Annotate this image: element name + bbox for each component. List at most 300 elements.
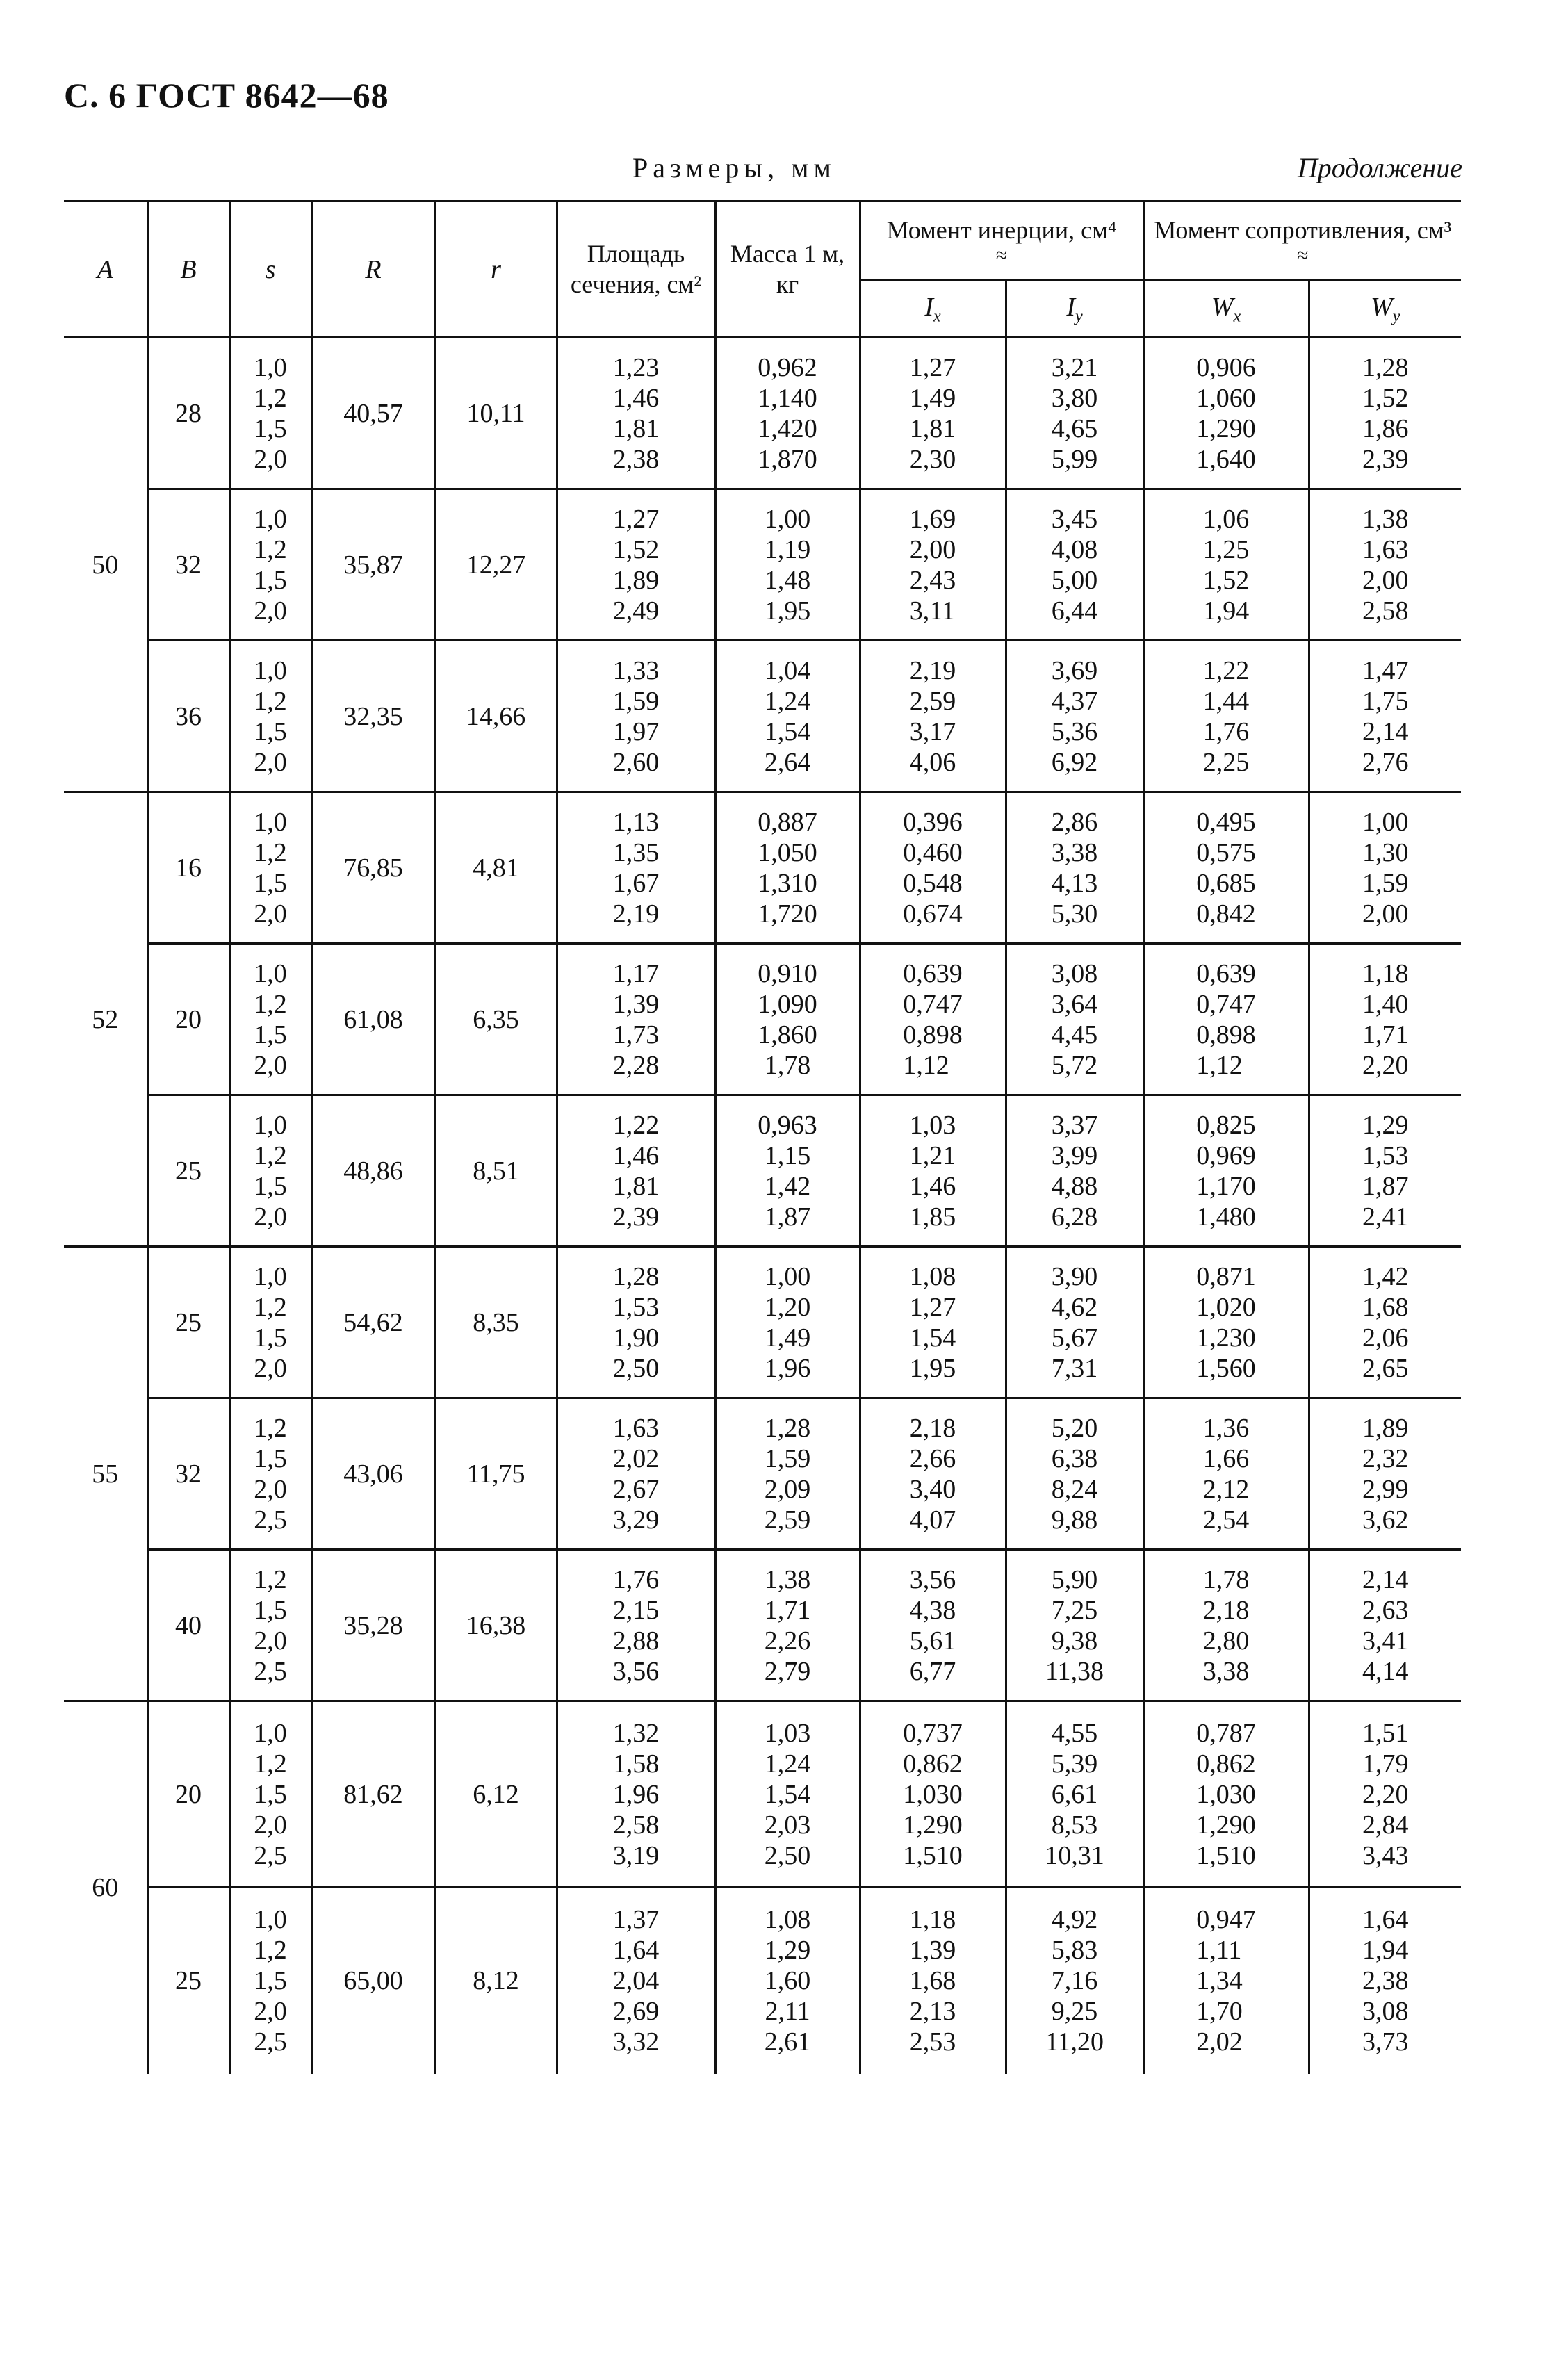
cell-Wy-value: 1,89 <box>1362 1413 1409 1443</box>
cell-s-value: 2,0 <box>254 1810 287 1840</box>
cell-mass-value: 1,78 <box>764 1050 811 1080</box>
cell-Iy-value: 6,38 <box>1051 1444 1098 1473</box>
cell-Wx-values <box>1203 655 1250 778</box>
cell-area-value: 1,35 <box>612 837 660 867</box>
cell-mass <box>715 1550 860 1701</box>
cell-Wx-values <box>1196 1110 1256 1232</box>
cell-area-value: 1,59 <box>612 686 660 716</box>
cell-Wy <box>1309 1701 1461 1888</box>
cell-Iy-value: 3,69 <box>1051 655 1098 685</box>
cell-s-value: 1,0 <box>254 1905 287 1935</box>
cell-area <box>557 1095 715 1247</box>
cell-mass-value: 1,24 <box>764 686 811 716</box>
cell-Iy-values <box>1045 1564 1104 1687</box>
cell-Iy-value: 4,62 <box>1051 1292 1098 1322</box>
cell-Wy-value: 1,79 <box>1362 1749 1409 1779</box>
cell-s-value: 1,5 <box>254 1444 287 1473</box>
cell-s-value: 1,5 <box>254 1779 287 1809</box>
cell-Ix-value: 2,00 <box>909 534 956 564</box>
cell-area-values <box>613 504 660 626</box>
cell-Wy-value: 1,00 <box>1362 807 1409 837</box>
cell-Ix-value: 1,27 <box>909 1292 956 1322</box>
header-Wy: $W_y$ <box>1309 281 1461 338</box>
cell-area-values <box>613 807 660 929</box>
cell-Wx-value: 1,060 <box>1196 383 1256 413</box>
cell-R: 32,35 <box>311 641 435 792</box>
cell-Ix-value: 1,18 <box>909 1905 956 1935</box>
header-A: A <box>64 202 147 338</box>
cell-Iy <box>1006 1550 1143 1701</box>
cell-Wx-value: 1,230 <box>1196 1323 1256 1352</box>
cell-mass-value: 1,54 <box>764 717 811 746</box>
cell-Iy-values <box>1052 958 1098 1081</box>
cell-Wy-value: 2,20 <box>1362 1779 1409 1809</box>
cell-Wx-value: 1,06 <box>1202 504 1250 534</box>
cell-mass-value: 1,24 <box>764 1749 811 1779</box>
cell-s-value: 2,0 <box>254 747 287 777</box>
cell-s-value: 2,0 <box>254 899 287 929</box>
cell-Wx-value: 3,38 <box>1202 1656 1250 1686</box>
cell-r: 6,35 <box>435 944 557 1095</box>
cell-Iy <box>1006 1888 1143 2074</box>
cell-area-value: 1,27 <box>612 504 660 534</box>
header-s: s <box>229 202 311 338</box>
cell-Ix-value: 1,21 <box>909 1140 956 1170</box>
cell-mass-value: 2,03 <box>764 1810 811 1840</box>
cell-area-value: 1,33 <box>612 655 660 685</box>
cell-s-value: 1,2 <box>254 1292 287 1322</box>
cell-Wx-value: 1,290 <box>1196 414 1256 443</box>
cell-Ix-values <box>910 1261 956 1384</box>
cell-Wx <box>1143 1701 1309 1888</box>
cell-mass-value: 2,09 <box>764 1474 811 1504</box>
cell-Iy-value: 6,28 <box>1051 1202 1098 1232</box>
cell-mass-value: 1,49 <box>764 1323 811 1352</box>
cell-Iy-value: 6,61 <box>1051 1779 1098 1809</box>
cell-Wx-value: 0,495 <box>1196 807 1256 837</box>
cell-mass-values <box>765 1261 811 1384</box>
cell-Ix <box>860 1888 1006 2074</box>
cell-Iy-value: 4,45 <box>1051 1020 1098 1049</box>
table-row <box>64 1888 1461 2074</box>
cell-Wy-value: 3,08 <box>1362 1997 1409 2027</box>
cell-Wx <box>1143 338 1309 489</box>
cell-Wx-value: 0,969 <box>1196 1140 1256 1170</box>
cell-Wy <box>1309 641 1461 792</box>
cell-mass-value: 2,61 <box>764 2027 811 2057</box>
cell-r: 12,27 <box>435 489 557 641</box>
cell-Wx-value: 0,871 <box>1196 1261 1256 1291</box>
cell-Wx <box>1143 792 1309 944</box>
cell-Wx-value: 1,94 <box>1202 596 1250 626</box>
cell-mass <box>715 1247 860 1398</box>
cell-mass-value: 1,42 <box>764 1171 811 1201</box>
page-header: С. 6 ГОСТ 8642—68 <box>64 76 389 115</box>
cell-Ix <box>860 944 1006 1095</box>
cell-mass-value: 2,11 <box>765 1997 810 2027</box>
cell-s-value: 2,5 <box>254 1505 287 1535</box>
cell-Wx-value: 1,25 <box>1202 534 1250 564</box>
cell-Iy-value: 3,08 <box>1051 958 1098 988</box>
cell-Wy-value: 1,64 <box>1362 1905 1409 1935</box>
cell-Wx-value: 0,747 <box>1196 989 1256 1019</box>
cell-mass-value: 1,59 <box>764 1444 811 1473</box>
cell-Ix-values <box>910 1904 956 2057</box>
cell-s <box>229 792 311 944</box>
cell-mass-value: 1,04 <box>764 655 811 685</box>
cell-mass-values <box>765 1564 811 1687</box>
cell-mass-value: 1,28 <box>764 1413 811 1443</box>
cell-Iy-value: 5,72 <box>1051 1050 1098 1080</box>
header-mass: Масса 1 м, кг <box>715 202 860 338</box>
cell-Iy-value: 3,37 <box>1051 1110 1098 1140</box>
cell-area <box>557 1247 715 1398</box>
cell-Iy <box>1006 1095 1143 1247</box>
cell-Iy-value: 4,92 <box>1051 1905 1098 1935</box>
cell-Iy-value: 5,30 <box>1051 899 1098 929</box>
cell-Iy <box>1006 489 1143 641</box>
cell-mass-values <box>758 958 817 1081</box>
cell-area-value: 2,39 <box>612 1202 660 1232</box>
cell-Iy-values <box>1045 1904 1104 2057</box>
cell-Ix-values <box>910 1110 956 1232</box>
cell-Ix-value: 1,03 <box>909 1110 956 1140</box>
cell-area-value: 1,81 <box>612 414 660 443</box>
cell-s <box>229 641 311 792</box>
cell-mass-value: 1,54 <box>764 1779 811 1809</box>
cell-Wx-value: 1,290 <box>1196 1810 1256 1840</box>
cell-Wy-value: 3,41 <box>1362 1626 1409 1655</box>
cell-s-value: 1,2 <box>254 383 287 413</box>
cell-Ix-value: 3,11 <box>909 596 955 626</box>
cell-mass-value: 2,59 <box>764 1505 811 1535</box>
cell-s-values <box>254 807 287 929</box>
cell-Wy-value: 4,14 <box>1362 1656 1409 1686</box>
cell-R: 35,28 <box>311 1550 435 1701</box>
cell-Ix <box>860 338 1006 489</box>
cell-s-value: 1,2 <box>254 1140 287 1170</box>
cell-Ix-value: 0,737 <box>903 1718 963 1748</box>
cell-Ix-value: 3,56 <box>909 1564 956 1594</box>
cell-Wy-value: 3,73 <box>1362 2027 1409 2057</box>
cell-R: 65,00 <box>311 1888 435 2074</box>
cell-Wy-value: 2,00 <box>1362 565 1409 595</box>
cell-s <box>229 489 311 641</box>
cell-area <box>557 641 715 792</box>
cell-area-value: 1,32 <box>612 1718 660 1748</box>
cell-Iy-value: 6,92 <box>1051 747 1098 777</box>
cell-Wx-value: 2,02 <box>1196 2027 1243 2057</box>
cell-R: 48,86 <box>311 1095 435 1247</box>
cell-Iy-value: 11,38 <box>1045 1656 1104 1686</box>
cell-Ix-values <box>903 1718 963 1871</box>
cell-s-value: 1,5 <box>254 1966 287 1996</box>
table-body <box>64 338 1461 2074</box>
cell-Ix <box>860 1398 1006 1550</box>
cell-Wx-value: 1,560 <box>1196 1353 1256 1383</box>
cell-Ix-value: 4,07 <box>909 1505 956 1535</box>
cell-Wy-values <box>1362 958 1409 1081</box>
cell-Wy-value: 2,06 <box>1362 1323 1409 1352</box>
cell-Ix-value: 5,61 <box>909 1626 956 1655</box>
cell-s-value: 1,2 <box>254 1936 287 1965</box>
cell-area-value: 1,28 <box>612 1261 660 1291</box>
cell-Iy-value: 2,86 <box>1051 807 1098 837</box>
cell-Iy-values <box>1052 504 1098 626</box>
cell-area <box>557 944 715 1095</box>
cell-Wy-value: 2,39 <box>1362 444 1409 474</box>
cell-area-value: 1,76 <box>612 1564 660 1594</box>
cell-Ix-value: 0,898 <box>903 1020 963 1049</box>
cell-Wy-value: 1,71 <box>1362 1020 1409 1049</box>
cell-Iy <box>1006 1398 1143 1550</box>
cell-B: 36 <box>147 641 229 792</box>
cell-Wx-value: 1,76 <box>1202 717 1250 746</box>
cell-Wx-value: 0,898 <box>1196 1020 1256 1049</box>
cell-Ix <box>860 1095 1006 1247</box>
cell-Wx-value: 0,825 <box>1196 1110 1256 1140</box>
cell-Ix-value: 2,66 <box>909 1444 956 1473</box>
cell-area-value: 2,67 <box>612 1474 660 1504</box>
cell-mass-value: 1,71 <box>764 1595 811 1625</box>
cell-s-values <box>254 504 287 626</box>
cell-area-value: 2,50 <box>612 1353 660 1383</box>
cell-Iy <box>1006 641 1143 792</box>
cell-r: 8,51 <box>435 1095 557 1247</box>
cell-s-value: 1,2 <box>254 1749 287 1779</box>
cell-Iy-value: 3,38 <box>1051 837 1098 867</box>
cell-Wy-value: 1,42 <box>1362 1261 1409 1291</box>
cell-area-value: 1,53 <box>612 1292 660 1322</box>
cell-Ix-value: 1,54 <box>909 1323 956 1352</box>
table-row <box>64 1095 1461 1247</box>
cell-mass-value: 1,310 <box>758 868 817 898</box>
cell-Wx-value: 2,25 <box>1202 747 1250 777</box>
cell-mass-value: 2,64 <box>764 747 811 777</box>
cell-Iy <box>1006 1247 1143 1398</box>
cell-Iy-value: 10,31 <box>1045 1840 1104 1870</box>
cell-Wx-value: 0,842 <box>1196 899 1256 929</box>
cell-R: 81,62 <box>311 1701 435 1888</box>
table-row <box>64 1247 1461 1398</box>
cell-Ix-value: 1,510 <box>903 1840 963 1870</box>
table-row <box>64 338 1461 489</box>
cell-Wy-value: 1,47 <box>1362 655 1409 685</box>
table-caption: Размеры, мм <box>632 152 836 183</box>
cell-mass-values <box>758 1110 817 1232</box>
cell-mass-value: 1,03 <box>764 1718 811 1748</box>
cell-s-value: 1,5 <box>254 565 287 595</box>
cell-area-value: 2,49 <box>612 596 660 626</box>
cell-mass-value: 0,962 <box>758 352 817 382</box>
cell-s <box>229 1701 311 1888</box>
cell-Wx <box>1143 489 1309 641</box>
cell-area-value: 2,28 <box>612 1050 660 1080</box>
cell-Wy-values <box>1362 504 1409 626</box>
cell-mass-value: 1,60 <box>764 1966 811 1996</box>
cell-Ix <box>860 792 1006 944</box>
cell-area-value: 1,63 <box>612 1413 660 1443</box>
cell-area-value: 1,23 <box>612 352 660 382</box>
cell-Ix-values <box>910 504 956 626</box>
cell-Wy <box>1309 1247 1461 1398</box>
cell-B: 16 <box>147 792 229 944</box>
cell-Ix-value: 0,639 <box>903 958 963 988</box>
cell-Wy-value: 3,62 <box>1362 1505 1409 1535</box>
cell-s-value: 1,0 <box>254 1261 287 1291</box>
cell-Wy-value: 1,68 <box>1362 1292 1409 1322</box>
cell-area-values <box>613 1110 660 1232</box>
cell-mass <box>715 489 860 641</box>
cell-Iy <box>1006 1701 1143 1888</box>
cell-mass-value: 1,08 <box>764 1905 811 1935</box>
cell-Ix-value: 1,12 <box>903 1050 949 1080</box>
cell-Wy-value: 1,52 <box>1362 383 1409 413</box>
cell-Ix-value: 2,53 <box>909 2027 956 2057</box>
cell-s-value: 1,5 <box>254 1595 287 1625</box>
cell-Wx-value: 2,18 <box>1202 1595 1250 1625</box>
cell-s-values <box>254 1718 287 1871</box>
header-resistance-approx: ≈ <box>1297 244 1309 268</box>
cell-Iy-value: 4,65 <box>1051 414 1098 443</box>
cell-Wx-value: 0,639 <box>1196 958 1256 988</box>
cell-Ix-value: 3,40 <box>909 1474 956 1504</box>
cell-s <box>229 1398 311 1550</box>
cell-Iy-values <box>1052 1413 1098 1535</box>
cell-mass-value: 1,140 <box>758 383 817 413</box>
cell-Iy <box>1006 338 1143 489</box>
table-row <box>64 1550 1461 1701</box>
cell-Wy-values <box>1362 807 1409 929</box>
cell-Ix-value: 0,674 <box>903 899 963 929</box>
cell-Ix-values <box>903 807 963 929</box>
cell-s-value: 2,0 <box>254 1202 287 1232</box>
cell-s-values <box>254 1564 287 1687</box>
cell-Ix-value: 3,17 <box>909 717 956 746</box>
cell-mass-value: 2,79 <box>764 1656 811 1686</box>
cell-area <box>557 1701 715 1888</box>
cell-area-values <box>613 1564 660 1687</box>
cell-mass-values <box>765 1413 811 1535</box>
cell-s-value: 1,5 <box>254 717 287 746</box>
table-row <box>64 792 1461 944</box>
cell-s-value: 1,0 <box>254 1718 287 1748</box>
cell-Ix-value: 1,08 <box>909 1261 956 1291</box>
cell-mass-values <box>765 1718 811 1871</box>
cell-Wx-value: 0,787 <box>1196 1718 1256 1748</box>
header-R: R <box>311 202 435 338</box>
cell-r: 8,35 <box>435 1247 557 1398</box>
cell-area-values <box>613 958 660 1081</box>
cell-s-value: 1,5 <box>254 414 287 443</box>
cell-mass-value: 1,29 <box>764 1936 811 1965</box>
cell-mass-value: 1,95 <box>764 596 811 626</box>
cell-Iy-value: 5,83 <box>1051 1936 1098 1965</box>
cell-Iy-value: 5,36 <box>1051 717 1098 746</box>
cell-area-values <box>613 1904 660 2057</box>
cell-area-value: 3,19 <box>612 1840 660 1870</box>
cell-Iy-value: 4,55 <box>1051 1718 1098 1748</box>
cell-Iy-value: 3,80 <box>1051 383 1098 413</box>
cell-Wx-value: 1,170 <box>1196 1171 1256 1201</box>
cell-Wy <box>1309 338 1461 489</box>
cell-area-value: 3,32 <box>612 2027 660 2057</box>
cell-Iy-value: 6,44 <box>1051 596 1098 626</box>
cell-mass-value: 1,090 <box>758 989 817 1019</box>
cell-Iy-values <box>1052 1261 1098 1384</box>
cell-Iy-value: 4,37 <box>1051 686 1098 716</box>
cell-Wy-value: 2,32 <box>1362 1444 1409 1473</box>
cell-Wy-value: 2,38 <box>1362 1966 1409 1996</box>
cell-A: 55 <box>64 1247 147 1701</box>
cell-Iy-value: 5,67 <box>1051 1323 1098 1352</box>
cell-Wy-value: 1,29 <box>1362 1110 1409 1140</box>
cell-Wx <box>1143 1247 1309 1398</box>
cell-Wy-value: 2,14 <box>1362 1564 1409 1594</box>
cell-Iy-value: 7,31 <box>1051 1353 1098 1383</box>
cell-B: 25 <box>147 1888 229 2074</box>
cell-Ix-value: 2,19 <box>909 655 956 685</box>
cell-A: 50 <box>64 338 147 792</box>
cell-area-value: 3,56 <box>612 1656 660 1686</box>
cell-s-value: 1,2 <box>254 1413 287 1443</box>
cell-Iy-value: 3,21 <box>1051 352 1098 382</box>
cell-s-value: 1,5 <box>254 1020 287 1049</box>
header-B: B <box>147 202 229 338</box>
cell-Wx <box>1143 1398 1309 1550</box>
cell-Ix-value: 4,06 <box>909 747 956 777</box>
cell-Wx-values <box>1203 1413 1250 1535</box>
cell-area-value: 1,81 <box>612 1171 660 1201</box>
cell-area-value: 2,88 <box>612 1626 660 1655</box>
cell-mass-value: 1,48 <box>764 565 811 595</box>
cell-s-values <box>254 1261 287 1384</box>
cell-s-value: 1,2 <box>254 1564 287 1594</box>
cell-r: 8,12 <box>435 1888 557 2074</box>
header-area: Площадь сечения, см² <box>557 202 715 338</box>
cell-mass <box>715 641 860 792</box>
cell-area-value: 2,15 <box>612 1595 660 1625</box>
cell-Wy-value: 1,38 <box>1362 504 1409 534</box>
cell-Wy-value: 1,59 <box>1362 868 1409 898</box>
cell-Wy <box>1309 944 1461 1095</box>
cell-Iy-value: 5,90 <box>1051 1564 1098 1594</box>
table-row <box>64 489 1461 641</box>
cell-Wx-value: 1,44 <box>1202 686 1250 716</box>
cell-area-value: 2,04 <box>612 1966 660 1996</box>
cell-Wy-value: 2,14 <box>1362 717 1409 746</box>
cell-Ix-value: 1,49 <box>909 383 956 413</box>
cell-s-value: 1,0 <box>254 504 287 534</box>
cell-Iy-value: 5,99 <box>1051 444 1098 474</box>
cell-Wx-value: 1,510 <box>1196 1840 1256 1870</box>
cell-Wx <box>1143 1095 1309 1247</box>
cell-Wx-value: 0,947 <box>1196 1905 1256 1935</box>
cell-mass-values <box>765 655 811 778</box>
cell-s <box>229 1095 311 1247</box>
cell-s-value: 2,0 <box>254 444 287 474</box>
cell-Wy-values <box>1362 1904 1409 2057</box>
cell-Ix-value: 0,548 <box>903 868 963 898</box>
cell-Iy-value: 5,39 <box>1051 1749 1098 1779</box>
cell-mass-value: 1,87 <box>764 1202 811 1232</box>
cell-Ix-value: 1,27 <box>909 352 956 382</box>
cell-Ix-value: 4,38 <box>909 1595 956 1625</box>
cell-R: 43,06 <box>311 1398 435 1550</box>
cell-r: 10,11 <box>435 338 557 489</box>
cell-Wx-values <box>1196 1718 1256 1871</box>
cell-R: 76,85 <box>311 792 435 944</box>
